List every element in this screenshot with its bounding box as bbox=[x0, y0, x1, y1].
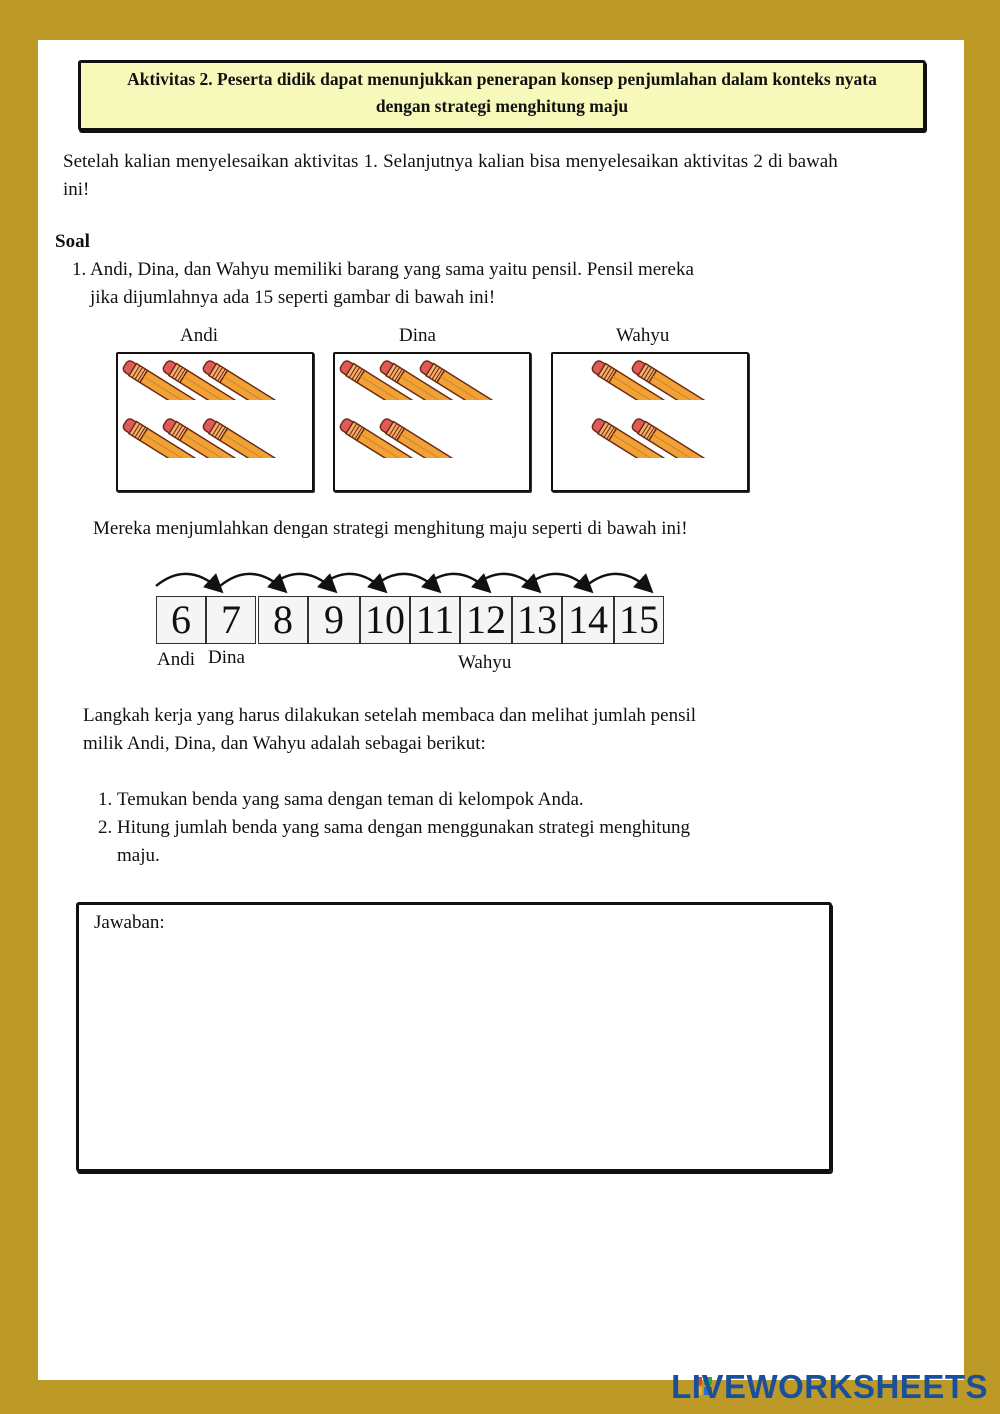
pencil-box-andi bbox=[116, 352, 314, 492]
pencil-group-andi bbox=[118, 354, 312, 490]
number-label-andi: Andi bbox=[157, 649, 195, 670]
intro-line1: Setelah kalian menyelesaikan aktivitas 1. Selanjutnya kalian bisa menyelesaikan aktivitas 2 di bawah bbox=[63, 151, 838, 172]
step-2-text bbox=[117, 814, 690, 870]
steps-intro-line1: Langkah kerja yang harus dilakukan setelah membaca dan melihat jumlah pensil bbox=[83, 705, 697, 726]
number-cell: 6 bbox=[156, 596, 206, 644]
pencil-box-wahyu bbox=[551, 352, 749, 492]
step-2-number: 2. bbox=[98, 817, 113, 838]
number-cell: 8 bbox=[258, 596, 308, 644]
activity-title-line1: Aktivitas 2. Peserta didik dapat menunjukkan penerapan konsep penjumlahan dalam konteks nyata bbox=[127, 69, 877, 89]
pencil-group-wahyu bbox=[553, 354, 747, 490]
steps-intro-line2: milik Andi, Dina, dan Wahyu adalah sebagai berikut: bbox=[83, 733, 486, 754]
number-cell: 14 bbox=[562, 596, 614, 644]
worksheet-page bbox=[38, 40, 964, 1380]
steps-intro bbox=[83, 702, 696, 758]
soal-heading: Soal bbox=[55, 231, 90, 252]
number-cell: 12 bbox=[460, 596, 512, 644]
step-1-number: 1. bbox=[98, 789, 113, 810]
answer-box[interactable] bbox=[76, 902, 832, 1172]
intro-line2: ini! bbox=[63, 179, 90, 200]
number-cell: 10 bbox=[360, 596, 410, 644]
strategy-text: Mereka menjumlahkan dengan strategi menghitung maju seperti di bawah ini! bbox=[93, 518, 688, 539]
step-2-line1: Hitung jumlah benda yang sama dengan menggunakan strategi menghitung bbox=[117, 817, 691, 838]
question-1-number: 1. bbox=[72, 259, 87, 280]
group-label-andi: Andi bbox=[180, 325, 218, 346]
number-cell: 13 bbox=[512, 596, 562, 644]
hop-arrows bbox=[148, 560, 668, 600]
number-cell: 11 bbox=[410, 596, 460, 644]
number-cell: 15 bbox=[614, 596, 664, 644]
answer-label: Jawaban: bbox=[94, 912, 165, 933]
activity-title-line2: dengan strategi menghitung maju bbox=[375, 96, 629, 116]
intro-text bbox=[63, 148, 838, 204]
pencil-box-dina bbox=[333, 352, 531, 492]
liveworksheets-brand[interactable]: LIVEWORKSHEETS bbox=[671, 1368, 988, 1405]
question-1 bbox=[72, 256, 86, 284]
number-cell: 9 bbox=[308, 596, 360, 644]
question-1-text bbox=[90, 256, 694, 312]
number-label-wahyu: Wahyu bbox=[458, 652, 512, 673]
number-cell: 7 bbox=[206, 596, 256, 644]
step-1-text: Temukan benda yang sama dengan teman di kelompok Anda. bbox=[117, 789, 584, 810]
question-1-line2: jika dijumlahnya ada 15 seperti gambar di bawah ini! bbox=[90, 287, 496, 308]
question-1-line1: Andi, Dina, dan Wahyu memiliki barang yang sama yaitu pensil. Pensil mereka bbox=[90, 259, 694, 280]
group-label-wahyu: Wahyu bbox=[616, 325, 670, 346]
number-label-dina: Dina bbox=[208, 647, 245, 668]
pencil-group-dina bbox=[335, 354, 529, 490]
step-2-line2: maju. bbox=[117, 845, 160, 866]
group-label-dina: Dina bbox=[399, 325, 436, 346]
activity-title-box bbox=[78, 60, 926, 131]
